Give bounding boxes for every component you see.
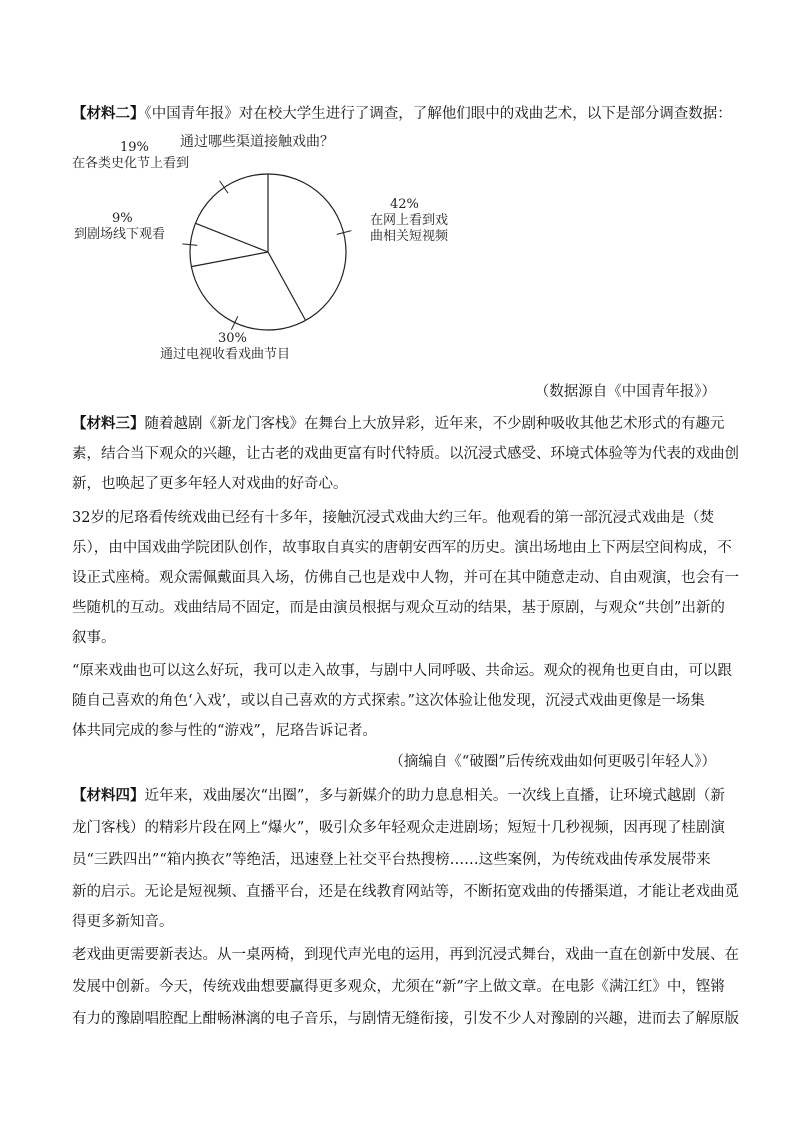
material2-text: 《中国青年报》对在校大学生进行了调查，了解他们眼中的戏曲艺术，以下是部分调查数据：	[144, 106, 732, 122]
material4-p2-line: 老戏曲更需要新表达。从一桌两椅，到现代声光电的运用，再到沉浸式舞台，戏曲一直在创新中发展、在	[72, 947, 739, 963]
pie-slices	[190, 174, 346, 330]
pie-category-label: 在网上看到戏	[370, 213, 449, 228]
material3-source: （摘编自《“破圈”后传统戏曲如何更吸引年轻人》）	[389, 754, 716, 770]
pie-category-label: 通过电视收看戏曲节目	[160, 347, 291, 362]
material4-p1-line: 近年来，戏曲屡次“出圈”，多与新媒介的助力息息相关。一次线上直播，让环境式越剧（新	[144, 788, 725, 804]
pie-category-label: 曲相关短视频	[370, 229, 449, 244]
material3-p1-line: 素，结合当下观众的兴趣，让古老的戏曲更富有时代特质。以沉浸式感受、环境式体验等为代表的戏曲创	[72, 446, 739, 462]
material3-p1-line: 随着越剧《新龙门客栈》在舞台上大放异彩，近年来，不少剧种吸收其他艺术形式的有趣元	[144, 416, 725, 432]
material4-p2-line: 有力的豫剧唱腔配上酣畅淋漓的电子音乐，与剧情无缝衔接，引发不少人对豫剧的兴趣，进而去了解原版	[72, 1011, 739, 1027]
pie-percent-label: 9%	[112, 211, 133, 226]
material3-p3-line: 随自己喜欢的角色‘入戏’，或以自己喜欢的方式探索。”这次体验让他发现，沉浸式戏曲更像是一场集	[72, 693, 705, 709]
pie-category-label: 到剧场线下观看	[74, 227, 166, 242]
material3-p2-line: 32岁的尼珞看传统戏曲已经有十多年，接触沉浸式戏曲大约三年。他观看的第一部沉浸式戏曲是（焚	[72, 510, 714, 526]
pie-percent-label: 19%	[120, 140, 149, 155]
material4-p1-line: 员“三跌四出”“箱内换衣”等绝活，迅速登上社交平台热搜榜……这些案例，为传统戏曲传承发展带来	[72, 852, 711, 868]
material3-p2-line: 乐），由中国戏曲学院团队创作，故事取自真实的唐朝安西军的历史。演出场地由上下两层空间构成，不	[72, 540, 732, 556]
pie-percent-label: 42%	[390, 197, 419, 212]
chart-source: （数据源自《中国青年报》）	[534, 384, 716, 400]
pie-chart	[60, 120, 500, 380]
material4-p1-line: 新的启示。无论是短视频、直播平台，还是在线教育网站等，不断拓宽戏曲的传播渠道，才能让老戏曲觅	[72, 884, 739, 900]
material3-p2-line: 设正式座椅。观众需佩戴面具入场，仿佛自己也是戏中人物，并可在其中随意走动、自由观演，也会有一	[72, 570, 739, 586]
material3-p3-line: “原来戏曲也可以这么好玩，我可以走入故事，与剧中人同呼吸、共命运。观众的视角也更自由，可以跟	[72, 663, 732, 679]
material4-p2-line: 发展中创新。今天，传统戏曲想要赢得更多观众，尤须在“新”字上做文章。在电影《满江红》中，铿锵	[72, 979, 725, 995]
material4-line-1	[72, 786, 725, 806]
material3-p1-line: 新，也唤起了更多年轻人对戏曲的好奇心。	[72, 476, 348, 492]
material3-line-1	[72, 414, 725, 434]
pie-category-label: 在各类史化节上看到	[72, 156, 190, 171]
material4-p1-line: 得更多新知音。	[72, 914, 174, 930]
material3-p3-line: 体共同完成的参与性的“游戏”，尼珞告诉记者。	[72, 723, 377, 739]
material4-label: 【材料四】	[72, 787, 145, 804]
material2-label: 【材料二】	[72, 105, 145, 122]
pie-percent-label: 30%	[218, 331, 247, 346]
material4-p1-line: 龙门客栈）的精彩片段在网上“爆火”，吸引众多年轻观众走进剧场；短短十几秒视频，因再现了桂剧演	[72, 820, 725, 836]
material3-p2-line: 叙事。	[72, 630, 116, 646]
material3-label: 【材料三】	[72, 415, 145, 432]
material3-p2-line: 些随机的互动。戏曲结局不固定，而是由演员根据与观众互动的结果，基于原剧，与观众“共创”出新的	[72, 600, 725, 616]
chart-title: 通过哪些渠道接触戏曲？	[180, 134, 334, 150]
